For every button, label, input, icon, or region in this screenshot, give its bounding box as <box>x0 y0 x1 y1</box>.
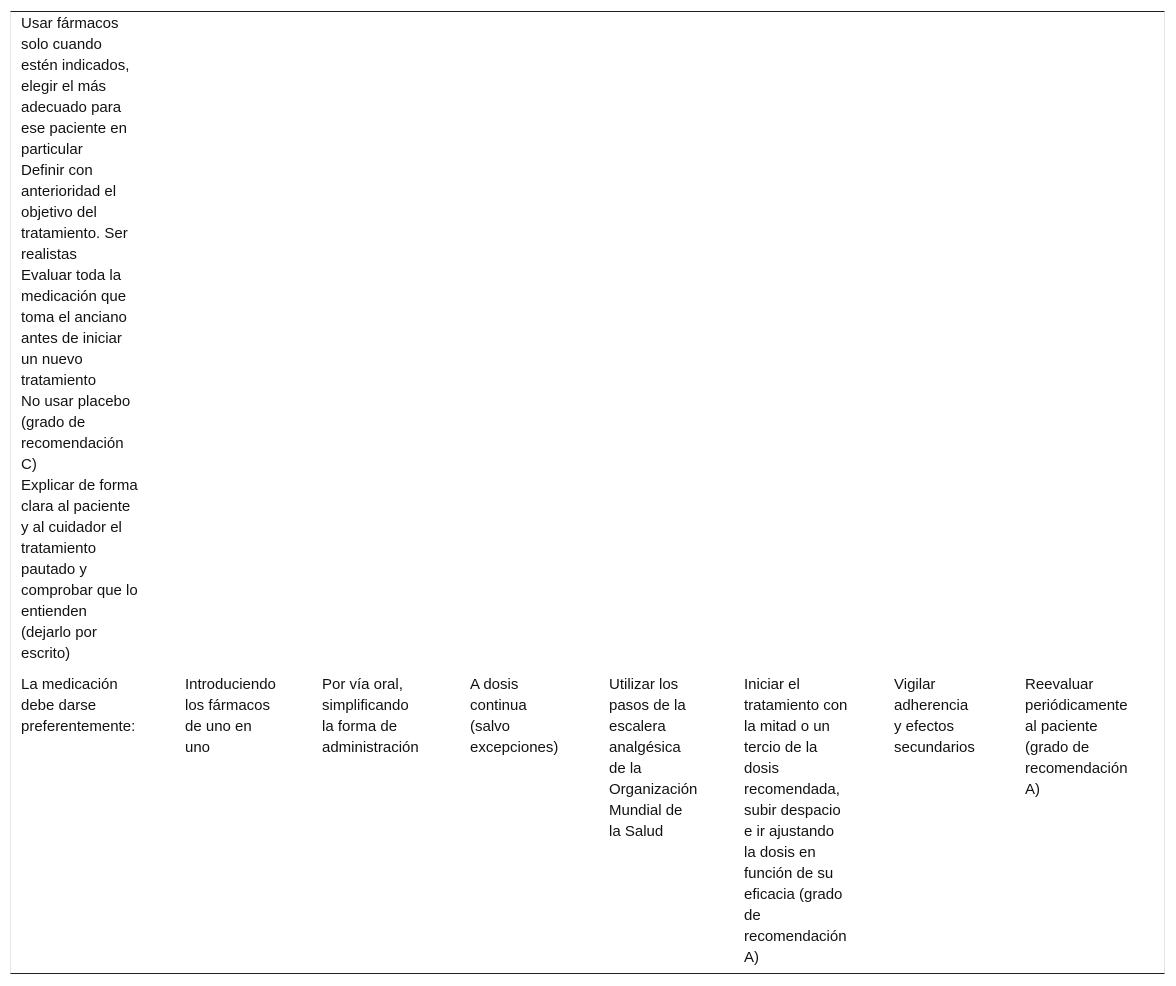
medication-cell: Iniciar el tratamiento con la mitad o un tercio de la dosis recomendada, subir despacio e ir ajustando la dosis en función de su eficacia (grado de recomendación A) <box>744 676 848 966</box>
recommendation-item: Usar fármacos solo cuando estén indicados, elegir el más adecuado para ese paciente en particular <box>21 15 130 158</box>
recommendation-item: Explicar de forma clara al paciente y al cuidador el tratamiento pautado y comprobar que lo entienden (dejarlo por escrito) <box>21 477 138 662</box>
recommendations-column <box>21 13 161 664</box>
medication-cell: Utilizar los pasos de la escalera analgésica de la Organización Mundial de la Salud <box>609 676 698 840</box>
medication-cell: Vigilar adherencia y efectos secundarios <box>894 676 975 756</box>
medication-row-label: La medicación debe darse preferentemente: <box>21 676 136 735</box>
recommendation-item: Definir con anterioridad el objetivo del tratamiento. Ser realistas <box>21 162 128 263</box>
recommendation-item: No usar placebo (grado de recomendación C) <box>21 393 131 473</box>
medication-cell: Reevaluar periódicamente al paciente (grado de recomendación A) <box>1025 676 1128 798</box>
recommendations-table <box>10 11 1165 974</box>
medication-cell: Introduciendo los fármacos de uno en uno <box>185 676 276 756</box>
medication-cell: A dosis continua (salvo excepciones) <box>470 676 559 756</box>
medication-cell: Por vía oral, simplificando la forma de administración <box>322 676 419 756</box>
recommendation-item: Evaluar toda la medicación que toma el anciano antes de iniciar un nuevo tratamiento <box>21 267 127 389</box>
